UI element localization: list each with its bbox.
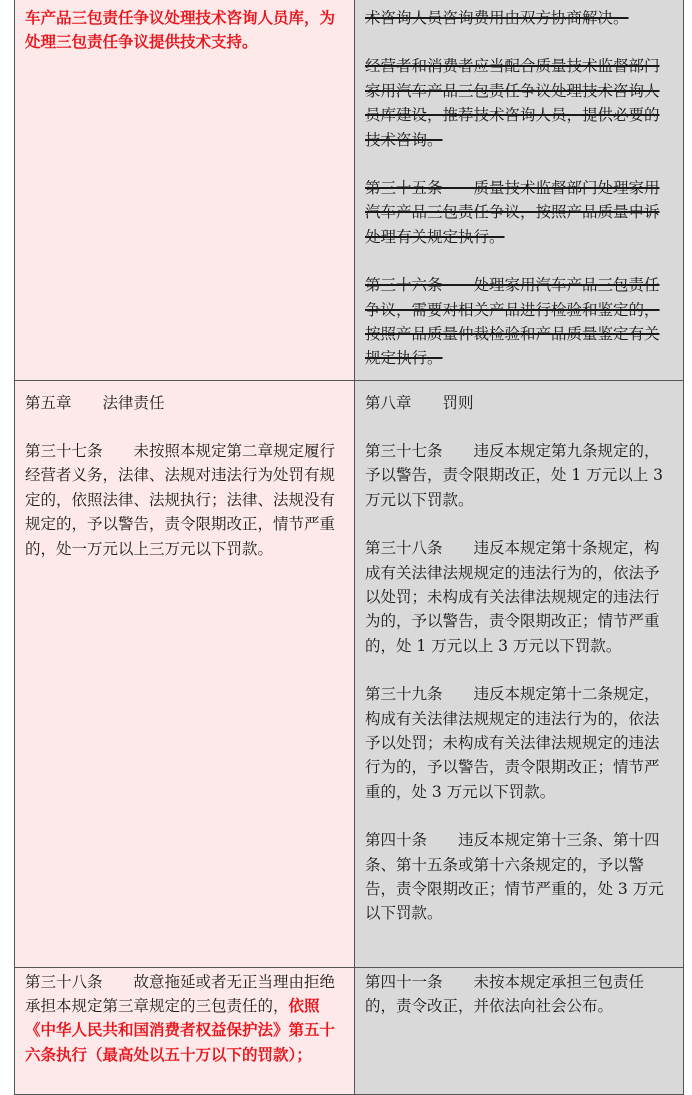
paragraph: 第三十九条 违反本规定第十二条规定，构成有关法律法规规定的违法行为的，依法予以处罚；未构成有关法律法规规定的违法行为的，予以警告，责令限期改正；情节严重的，处 3 万元以下罚款。 (365, 685, 660, 801)
paragraph-text: 第三十八条 故意拖延或者无正当理由拒绝承担本规定第三章规定的三包责任的， (25, 972, 336, 1015)
highlighted-text: 依照《中华人民共和国消费者权益保护法》第五十六条执行（最高处以五十万以下的罚款）； (25, 995, 336, 1064)
table-row (15, 0, 684, 380)
chapter-heading: 第五章 法律责任 (25, 393, 165, 412)
deleted-paragraph: 第三十六条 处理家用汽车产品三包责任争议，需要对相关产品进行检验和鉴定的，按照产品质量仲裁检验和产品质量鉴定有关规定执行。 (365, 276, 660, 368)
comparison-table (14, 0, 684, 1095)
new-rule-cell (355, 380, 684, 967)
paragraph: 第四十条 违反本规定第十三条、第十四条、第十五条或第十六条规定的，予以警告，责令限期改正；情节严重的，处 3 万元以下罚款。 (365, 831, 664, 923)
paragraph: 第三十七条 未按照本规定第二章规定履行经营者义务，法律、法规对违法行为处罚有规定的，依照法律、法规执行；法律、法规没有规定的，予以警告，责令限期改正，情节严重的，处一万元以上三万元以下罚款。 (25, 441, 336, 558)
deleted-paragraph: 术咨询人员咨询费用由双方协商解决。 (365, 9, 629, 27)
deleted-paragraph: 第三十五条 质量技术监督部门处理家用汽车产品三包责任争议，按照产品质量申诉处理有关规定执行。 (365, 179, 660, 246)
old-rule-cell (15, 967, 355, 1094)
new-rule-cell (355, 0, 684, 380)
paragraph: 第四十一条 未按本规定承担三包责任的，责令改正，并依法向社会公布。 (365, 972, 645, 1015)
paragraph: 第三十八条 违反本规定第十条规定，构成有关法律法规规定的违法行为的，依法予以处罚；未构成有关法律法规规定的违法行为的，予以警告，责令限期改正；情节严重的，处 1 万元以上 3 万元以下罚款。 (365, 539, 660, 655)
chapter-heading: 第八章 罚则 (365, 393, 474, 412)
old-rule-cell (15, 380, 355, 967)
old-rule-cell (15, 0, 355, 380)
paragraph: 车产品三包责任争议处理技术咨询人员库，为处理三包责任争议提供技术支持。 (25, 8, 336, 52)
new-rule-cell (355, 967, 684, 1094)
deleted-paragraph: 经营者和消费者应当配合质量技术监督部门家用汽车产品三包责任争议处理技术咨询人员库建设，推荐技术咨询人员，提供必要的技术咨询。 (365, 57, 660, 149)
table-row (15, 967, 684, 1094)
paragraph: 第三十七条 违反本规定第九条规定的，予以警告，责令限期改正，处 1 万元以上 3 万元以下罚款。 (365, 441, 664, 509)
paragraph (25, 970, 344, 1068)
table-row (15, 380, 684, 967)
